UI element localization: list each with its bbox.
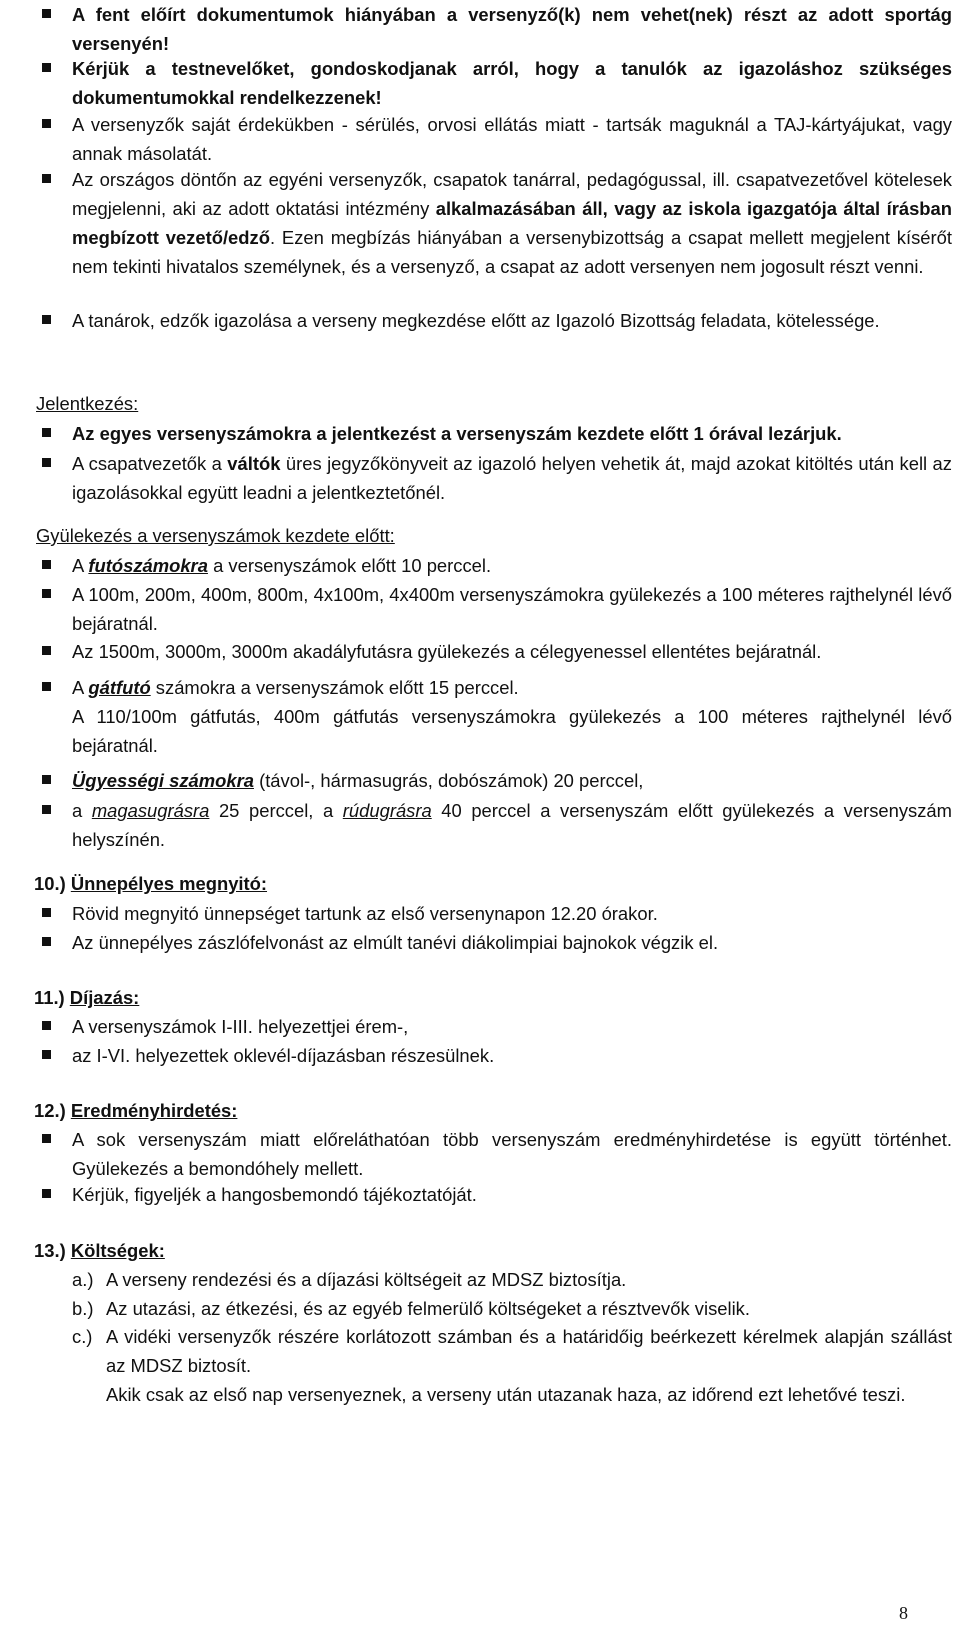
square-bullet-icon — [42, 646, 51, 655]
list-item — [72, 110, 952, 168]
bullet-text — [72, 58, 952, 108]
section-heading-11 — [34, 983, 139, 1012]
bullet-text — [72, 800, 952, 850]
text-run: alkalmazásában áll, vagy az iskola igazgatója által írásban megbízott vezető/edző — [72, 198, 953, 248]
item-label: b.) — [72, 1298, 94, 1319]
section-title: Ünnepélyes megnyitó: — [70, 873, 268, 894]
page-number: 8 — [899, 1603, 908, 1623]
section-heading-jelentkezes: Jelentkezés: — [36, 393, 139, 414]
list-item — [72, 1265, 952, 1294]
bullet-text — [72, 4, 952, 54]
list-item — [72, 0, 952, 58]
section-heading-13 — [34, 1236, 165, 1265]
text-run: Ügyességi számokra — [72, 770, 254, 791]
text-run: A fent előírt dokumentumok hiányában a versenyző(k) nem vehet(nek) részt az adott sportág versenyén! — [72, 4, 952, 54]
square-bullet-icon — [42, 589, 51, 598]
item-text: Az utazási, az étkezési, és az egyéb felmerülő költségeket a résztvevők viselik. — [106, 1298, 750, 1319]
square-bullet-icon — [42, 1189, 51, 1198]
bullet-text: A versenyszámok I-III. helyezettjei érem-, — [72, 1016, 409, 1037]
list-item — [72, 419, 952, 448]
square-bullet-icon — [42, 805, 51, 814]
item-label: a.) — [72, 1269, 94, 1290]
text-run: váltók — [227, 453, 281, 474]
text-run: . Ezen megbízás hiányában a versenybizottság a csapat mellett megjelent kísérőt nem tekinti hivatalos személynek, és a versenyző, a csapat az adott versenyen nem jogosult részt venni. — [72, 227, 952, 277]
bullet-text — [72, 584, 952, 634]
text-run: számokra a versenyszámok előtt 15 perccel. — [150, 677, 519, 698]
square-bullet-icon — [42, 775, 51, 784]
text-run: Az 1500m, 3000m, 3000m akadályfutásra gyülekezés a célegyenessel ellentétes bejáratnál. — [72, 641, 822, 662]
text-run: üres jegyzőkönyveit az igazoló helyen vehetik át, majd azokat kitöltés után kell az igazolásokkal együtt leadni a jelentkeztetőnél. — [72, 453, 952, 503]
section-number: 12.) — [34, 1100, 71, 1121]
section-heading-10 — [34, 869, 267, 898]
item-text: A verseny rendezési és a díjazási költségeit az MDSZ biztosítja. — [106, 1269, 627, 1290]
text-run: gátfutó — [88, 677, 151, 698]
text-run: A 100m, 200m, 400m, 800m, 4x100m, 4x400m versenyszámokra gyülekezés a 100 méteres rajthelynél lévő bejáratnál. — [72, 584, 952, 634]
section-heading-gyulekezes: Gyülekezés a versenyszámok kezdete előtt: — [36, 525, 395, 546]
section-heading-12 — [34, 1096, 237, 1125]
square-bullet-icon — [42, 682, 51, 691]
square-bullet-icon — [42, 315, 51, 324]
text-run: magasugrásra — [91, 800, 210, 821]
list-item — [72, 1294, 952, 1323]
text-run: 40 perccel a versenyszám előtt gyülekezés a versenyszám helyszínén. — [72, 800, 952, 850]
text-run: A — [72, 555, 89, 576]
list-item — [72, 54, 952, 112]
section-title: Díjazás: — [69, 987, 140, 1008]
text-run: a versenyszámok előtt 10 perccel. — [207, 555, 492, 576]
text-run: 25 perccel, a — [209, 800, 343, 821]
square-bullet-icon — [42, 1021, 51, 1030]
list-item-continuation — [72, 702, 952, 760]
note-text: Akik csak az első nap versenyeznek, a verseny után utazanak haza, az időrend ezt lehetővé teszi. — [106, 1384, 906, 1405]
text-run: Az egyes versenyszámokra a jelentkezést a versenyszám kezdete előtt 1 órával lezárjuk. — [72, 423, 842, 444]
bullet-text — [72, 555, 491, 576]
list-item — [72, 449, 952, 507]
list-item — [72, 673, 952, 702]
square-bullet-icon — [42, 937, 51, 946]
list-item — [72, 1125, 952, 1183]
list-item — [72, 766, 952, 795]
bullet-text: az I-VI. helyezettek oklevél-díjazásban részesülnek. — [72, 1045, 495, 1066]
list-item — [72, 637, 952, 666]
list-item — [72, 551, 952, 580]
bullet-text — [72, 770, 643, 791]
text-run: A csapatvezetők a — [72, 453, 228, 474]
text-run: futószámokra — [88, 555, 208, 576]
section-number: 11.) — [34, 987, 70, 1008]
list-item — [72, 1012, 952, 1041]
text-run: (távol-, hármasugrás, dobószámok) 20 perccel, — [253, 770, 644, 791]
note-paragraph — [72, 1380, 952, 1409]
item-label: c.) — [72, 1326, 93, 1347]
item-text: A vidéki versenyzők részére korlátozott számban és a határidőig beérkezett kérelmek alapján szállást az MDSZ biztosít. — [106, 1326, 952, 1376]
list-item — [72, 165, 952, 281]
bullet-text — [72, 453, 952, 503]
bullet-text: Kérjük, figyeljék a hangosbemondó tájékoztatóját. — [72, 1184, 477, 1205]
square-bullet-icon — [42, 458, 51, 467]
list-item — [72, 928, 952, 957]
bullet-text — [72, 310, 880, 331]
square-bullet-icon — [42, 560, 51, 569]
bullet-text: Rövid megnyitó ünnepséget tartunk az első versenynapon 12.20 órakor. — [72, 903, 658, 924]
text-run: Az országos döntőn az egyéni versenyzők, csapatok tanárral, pedagógussal, ill. csapatvezetővel kötelesek megjelenni, aki az adott oktatási intézmény — [72, 169, 952, 219]
section-title: Eredményhirdetés: — [70, 1100, 238, 1121]
square-bullet-icon — [42, 1134, 51, 1143]
list-item — [72, 1041, 952, 1070]
text-run: A tanárok, edzők igazolása a verseny megkezdése előtt az Igazoló Bizottság feladata, kötelessége. — [72, 310, 880, 331]
bullet-text: A sok versenyszám miatt előreláthatóan több versenyszám eredményhirdetése is együtt történhet. Gyülekezés a bemondóhely mellett. — [72, 1129, 952, 1179]
text-run: A 110/100m gátfutás, 400m gátfutás versenyszámokra gyülekezés a 100 méteres rajthelynél lévő bejáratnál. — [72, 706, 952, 756]
text-run: a — [72, 800, 92, 821]
section-number: 10.) — [34, 873, 71, 894]
list-item — [72, 306, 952, 335]
text-run: A versenyzők saját érdekükben - sérülés, orvosi ellátás miatt - tartsák maguknál a TAJ-kártyájukat, vagy annak másolatát. — [72, 114, 952, 164]
bullet-text — [72, 706, 952, 756]
square-bullet-icon — [42, 63, 51, 72]
square-bullet-icon — [42, 1050, 51, 1059]
bullet-text — [72, 114, 952, 164]
bullet-text — [72, 677, 519, 698]
text-run: Kérjük a testnevelőket, gondoskodjanak arról, hogy a tanulók az igazoláshoz szükséges dokumentumokkal rendelkezzenek! — [72, 58, 952, 108]
list-item — [72, 1322, 952, 1380]
bullet-text — [72, 641, 821, 662]
square-bullet-icon — [42, 119, 51, 128]
list-item — [72, 1180, 952, 1209]
list-item — [72, 796, 952, 854]
bullet-text — [72, 169, 952, 277]
square-bullet-icon — [42, 428, 51, 437]
square-bullet-icon — [42, 174, 51, 183]
text-run: rúdugrásra — [342, 800, 432, 821]
square-bullet-icon — [42, 9, 51, 18]
section-title: Költségek: — [70, 1240, 165, 1261]
text-run: A — [72, 677, 89, 698]
bullet-text: Az ünnepélyes zászlófelvonást az elmúlt tanévi diákolimpiai bajnokok végzik el. — [72, 932, 719, 953]
bullet-text — [72, 423, 842, 444]
list-item — [72, 580, 952, 638]
square-bullet-icon — [42, 908, 51, 917]
section-number: 13.) — [34, 1240, 71, 1261]
list-item — [72, 899, 952, 928]
